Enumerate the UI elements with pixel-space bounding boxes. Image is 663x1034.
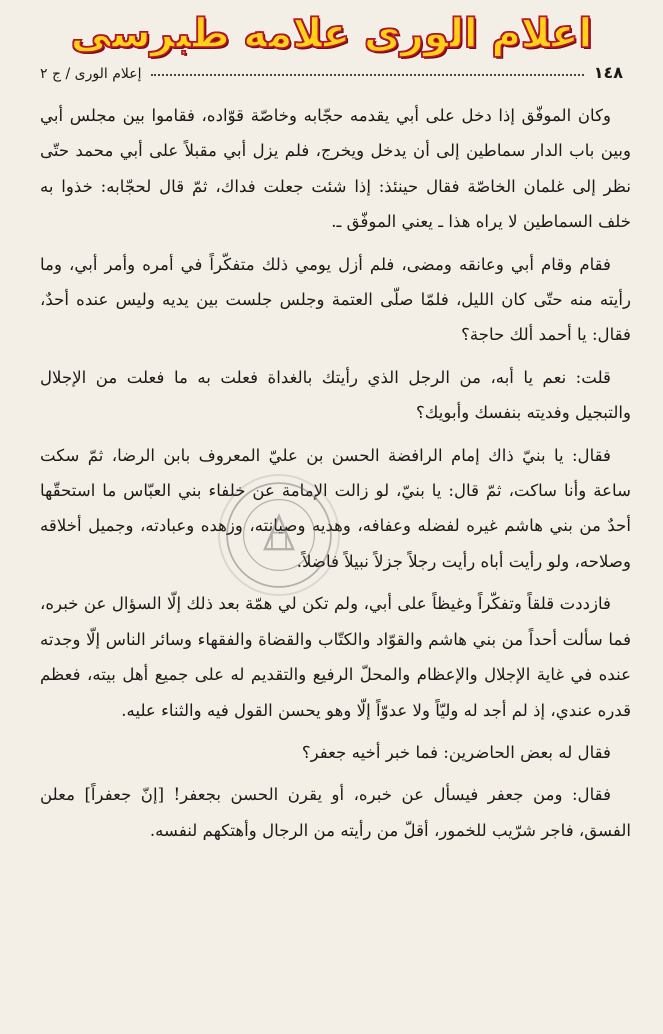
book-title: إعلام الورى / ج ٢ [40, 66, 142, 82]
paragraph-1: وكان الموفّق إذا دخل على أبي يقدمه حجّابه وخاصّة قوّاده، فقاموا بين مجلس أبي وبين باب الدار سماطين إلى أن يدخل ويخرج، فلم يزل أبي مقبلاً على أبي محمد حتّى نظر إلى غلمان الخاصّة فقال حينئذ: إذا شئت جعلت فداك، ثمّ قال لحجّابه: خذوا به خلف السماطين لا يراه هذا ـ يعني الموفّق ـ. [40, 106, 631, 232]
page-number: ١٤٨ [593, 63, 623, 82]
banner-title: اعلام الورى علامه طبرسى [70, 11, 593, 57]
paragraph-4: فقال: يا بنيّ ذاك إمام الرافضة الحسن بن عليّ المعروف بابن الرضا، ثمّ سكت ساعة وأنا ساكت، ثمّ قال: يا بنيّ، لو زالت الإمامة عن خلفاء بني العبّاس ما استحقّها أحدٌ من بني هاشم غيره لفضله وعفافه، وهديه وصيانته، وزهده وعبادته، وجميل أخلاقه وصلاحه، ولو رأيت أباه رأيت رجلاً جزلاً نبيلاً فاضلاً. [40, 445, 631, 571]
running-head [40, 58, 623, 82]
watermark-banner [70, 4, 593, 64]
paragraph-3: قلت: نعم يا أبه، من الرجل الذي رأيتك بالغداة فعلت به ما فعلت من الإجلال والتبجيل وفديته بنفسك وأبويك؟ [40, 367, 631, 423]
paragraph-2: فقام وقام أبي وعانقه ومضى، فلم أزل يومي ذلك متفكّراً في أمره وأمر أبي، وما رأيته منه حتّى كان الليل، فلمّا صلّى العتمة وجلس جلست بين يديه وليس عنده أحدٌ، فقال: يا أحمد ألك حاجة؟ [40, 254, 631, 345]
paragraph-6: فقال له بعض الحاضرين: فما خبر أخيه جعفر؟ [301, 742, 611, 762]
paragraph-7: فقال: ومن جعفر فيسأل عن خبره، أو يقرن الحسن بجعفر! [إنّ جعفراً] معلن الفسق، فاجر شرّيب للخمور، أقلّ من رأيته من الرجال وأهتكهم لنفسه. [40, 785, 631, 840]
leader-dots [151, 73, 583, 76]
paragraph-5: فازددت قلقاً وتفكّراً وغيظاً على أبي، ولم تكن لي همّة بعد ذلك إلّا السؤال عن خبره، فما سألت أحداً من بني هاشم والقوّاد والكتّاب والقضاة والفقهاء وسائر الناس إلّا وجدته عنده في غاية الإجلال والإعظام والمحلّ الرفيع والتقديم له على جميع أهل بيته، فعظم قدره عندي، إذ لم أجد له وليّاً ولا عدوّاً إلّا وهو يحسن القول فيه والثناء عليه. [40, 594, 631, 720]
page-body [40, 98, 631, 1006]
